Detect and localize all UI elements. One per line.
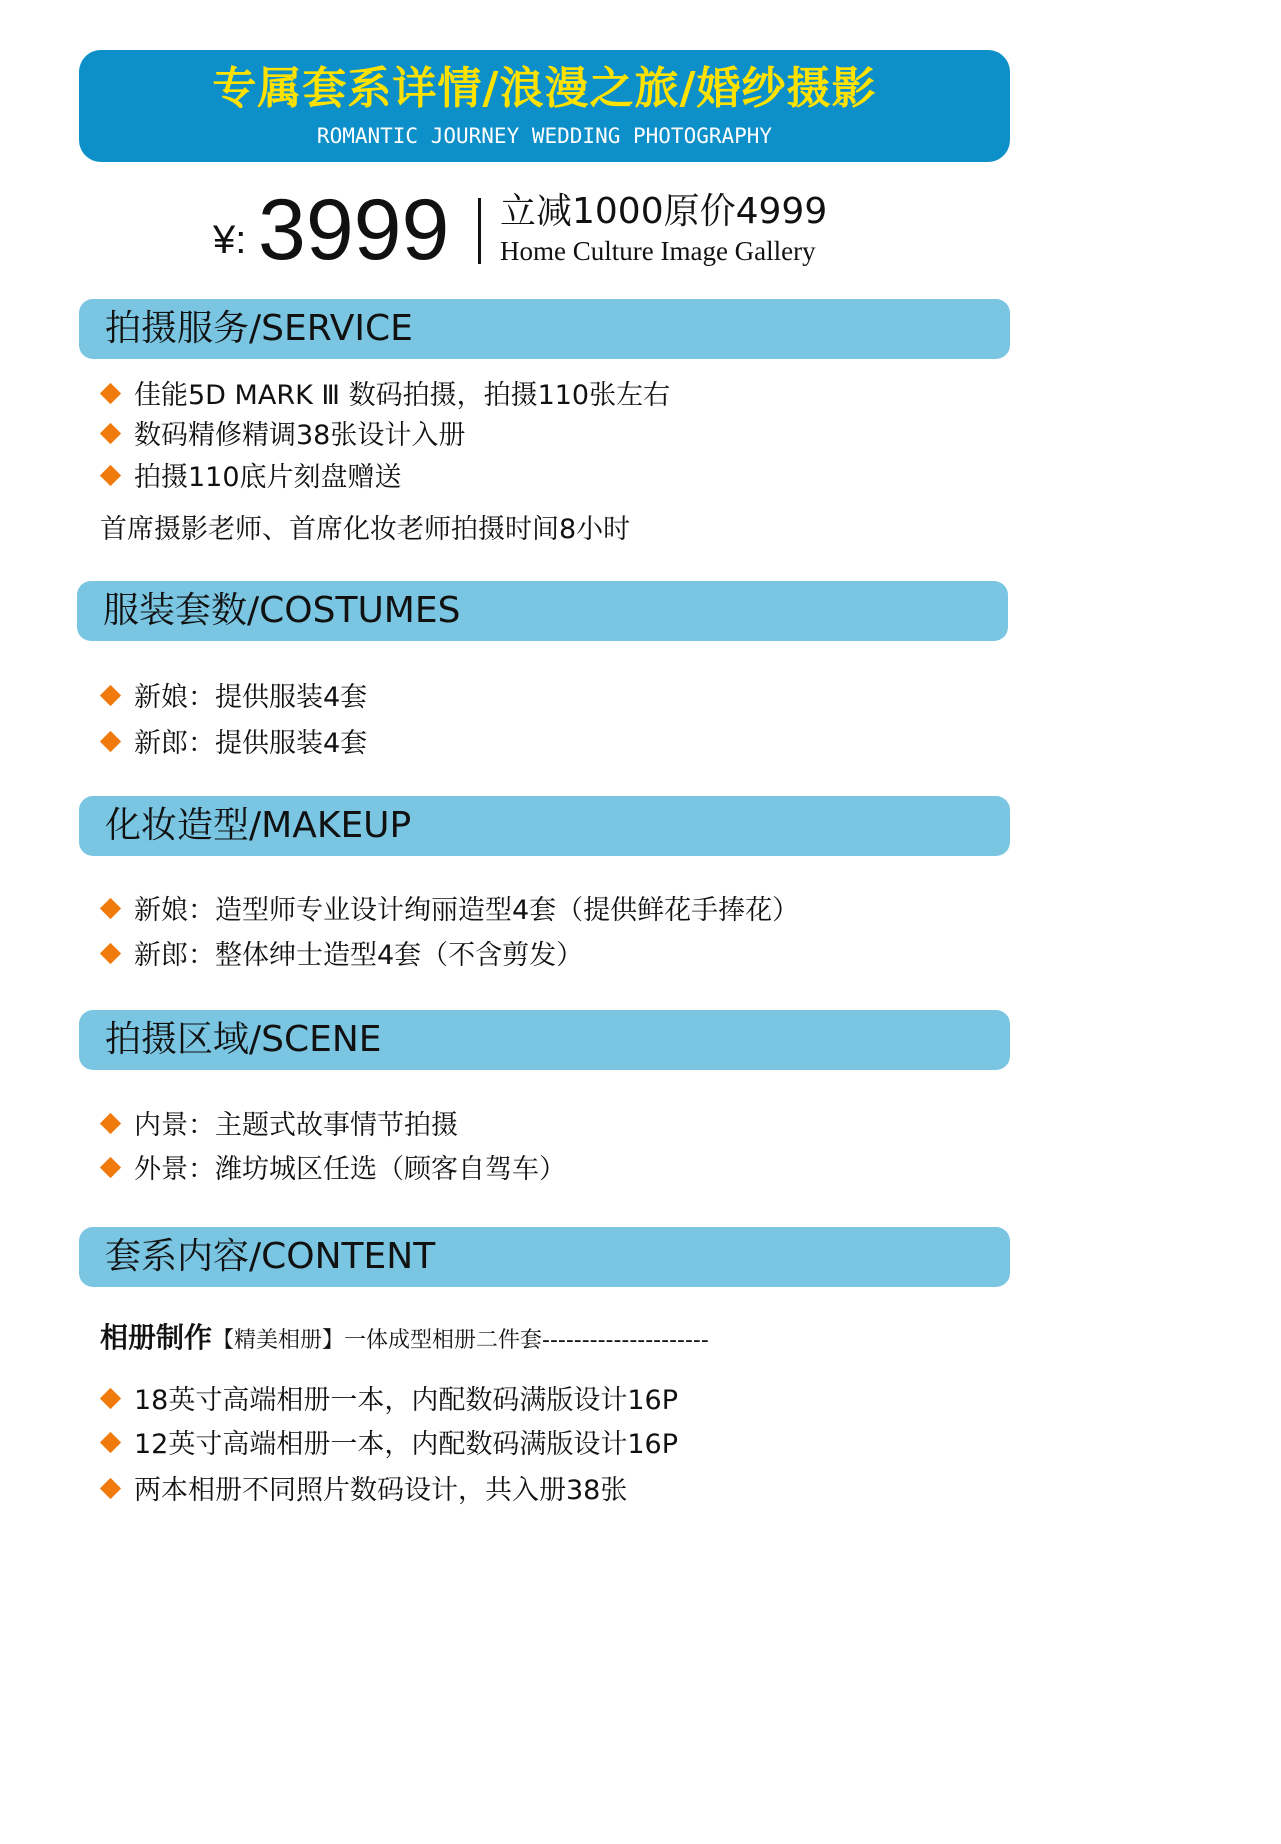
list-item-text: 拍摄110底片刻盘赠送 <box>134 462 402 493</box>
section-title-cn: 化妆造型 <box>105 805 250 846</box>
list-item <box>100 938 583 974</box>
list-item <box>100 418 465 454</box>
section-title-en: /MAKEUP <box>249 805 412 846</box>
price-amount: 3999 <box>258 182 450 278</box>
diamond-bullet-icon <box>100 1478 121 1499</box>
discount-text: 立减1000原价4999 <box>500 191 828 232</box>
list-item <box>100 1108 458 1144</box>
list-item-text: 新郎：整体绅士造型4套（不含剪发） <box>134 940 584 971</box>
list-item <box>100 726 367 762</box>
list-item <box>100 1152 566 1188</box>
section-title-en: /SERVICE <box>249 308 413 349</box>
price-divider <box>478 198 481 264</box>
list-item-text: 两本相册不同照片数码设计，共入册38张 <box>134 1475 628 1506</box>
list-item-text: 18英寸高端相册一本，内配数码满版设计16P <box>134 1385 678 1416</box>
diamond-bullet-icon <box>100 1113 121 1134</box>
section-title <box>105 305 413 353</box>
diamond-bullet-icon <box>100 731 121 752</box>
section-content-header <box>79 1227 1010 1287</box>
section-title-en: /CONTENT <box>249 1236 436 1277</box>
section-title-cn: 服装套数 <box>103 590 248 631</box>
list-item <box>100 378 670 414</box>
list-item <box>100 1383 678 1419</box>
list-item <box>100 1473 627 1509</box>
diamond-bullet-icon <box>100 685 121 706</box>
section-title-cn: 拍摄区域 <box>105 1019 250 1060</box>
currency-symbol: ¥: <box>213 218 247 262</box>
section-title-cn: 拍摄服务 <box>105 308 250 349</box>
list-item-text: 外景：潍坊城区任选（顾客自驾车） <box>134 1154 566 1185</box>
header-title: 专属套系详情/浪漫之旅/婚纱摄影 <box>212 63 877 114</box>
diamond-bullet-icon <box>100 1157 121 1178</box>
gallery-name: Home Culture Image Gallery <box>500 236 816 266</box>
section-costumes-header <box>77 581 1008 641</box>
diamond-bullet-icon <box>100 943 121 964</box>
list-item <box>100 893 799 929</box>
list-item <box>100 680 367 716</box>
album-desc: 一体成型相册二件套 <box>344 1328 543 1353</box>
list-item-text: 新郎：提供服装4套 <box>134 728 368 759</box>
diamond-bullet-icon <box>100 1388 121 1409</box>
album-label: 相册制作 <box>100 1321 213 1354</box>
album-dashes: --------------------- <box>542 1328 709 1353</box>
section-title-cn: 套系内容 <box>105 1236 250 1277</box>
section-title <box>105 1233 435 1281</box>
section-service-header <box>79 299 1010 359</box>
diamond-bullet-icon <box>100 465 121 486</box>
list-item <box>100 460 402 496</box>
price-row <box>0 182 1081 278</box>
list-item-text: 佳能5D MARK Ⅲ 数码拍摄，拍摄110张左右 <box>134 380 671 411</box>
header-subtitle: ROMANTIC JOURNEY WEDDING PHOTOGRAPHY <box>316 124 773 148</box>
diamond-bullet-icon <box>100 1432 121 1453</box>
diamond-bullet-icon <box>100 423 121 444</box>
service-note: 首席摄影老师、首席化妆老师拍摄时间8小时 <box>100 514 631 545</box>
section-title <box>105 1016 382 1064</box>
header-banner <box>79 50 1010 162</box>
list-item-text: 数码精修精调38张设计入册 <box>134 420 466 451</box>
section-title-en: /COSTUMES <box>247 590 461 631</box>
list-item <box>100 1427 678 1463</box>
section-title-en: /SCENE <box>249 1019 382 1060</box>
section-scene-header <box>79 1010 1010 1070</box>
album-heading <box>100 1320 709 1359</box>
album-type: 【精美相册】 <box>212 1328 345 1353</box>
list-item-text: 12英寸高端相册一本，内配数码满版设计16P <box>134 1429 678 1460</box>
section-title <box>105 802 411 850</box>
list-item-text: 内景：主题式故事情节拍摄 <box>134 1110 458 1141</box>
diamond-bullet-icon <box>100 898 121 919</box>
section-title <box>103 587 460 635</box>
list-item-text: 新娘：提供服装4套 <box>134 682 368 713</box>
section-makeup-header <box>79 796 1010 856</box>
diamond-bullet-icon <box>100 383 121 404</box>
list-item-text: 新娘：造型师专业设计绚丽造型4套（提供鲜花手捧花） <box>134 895 800 926</box>
